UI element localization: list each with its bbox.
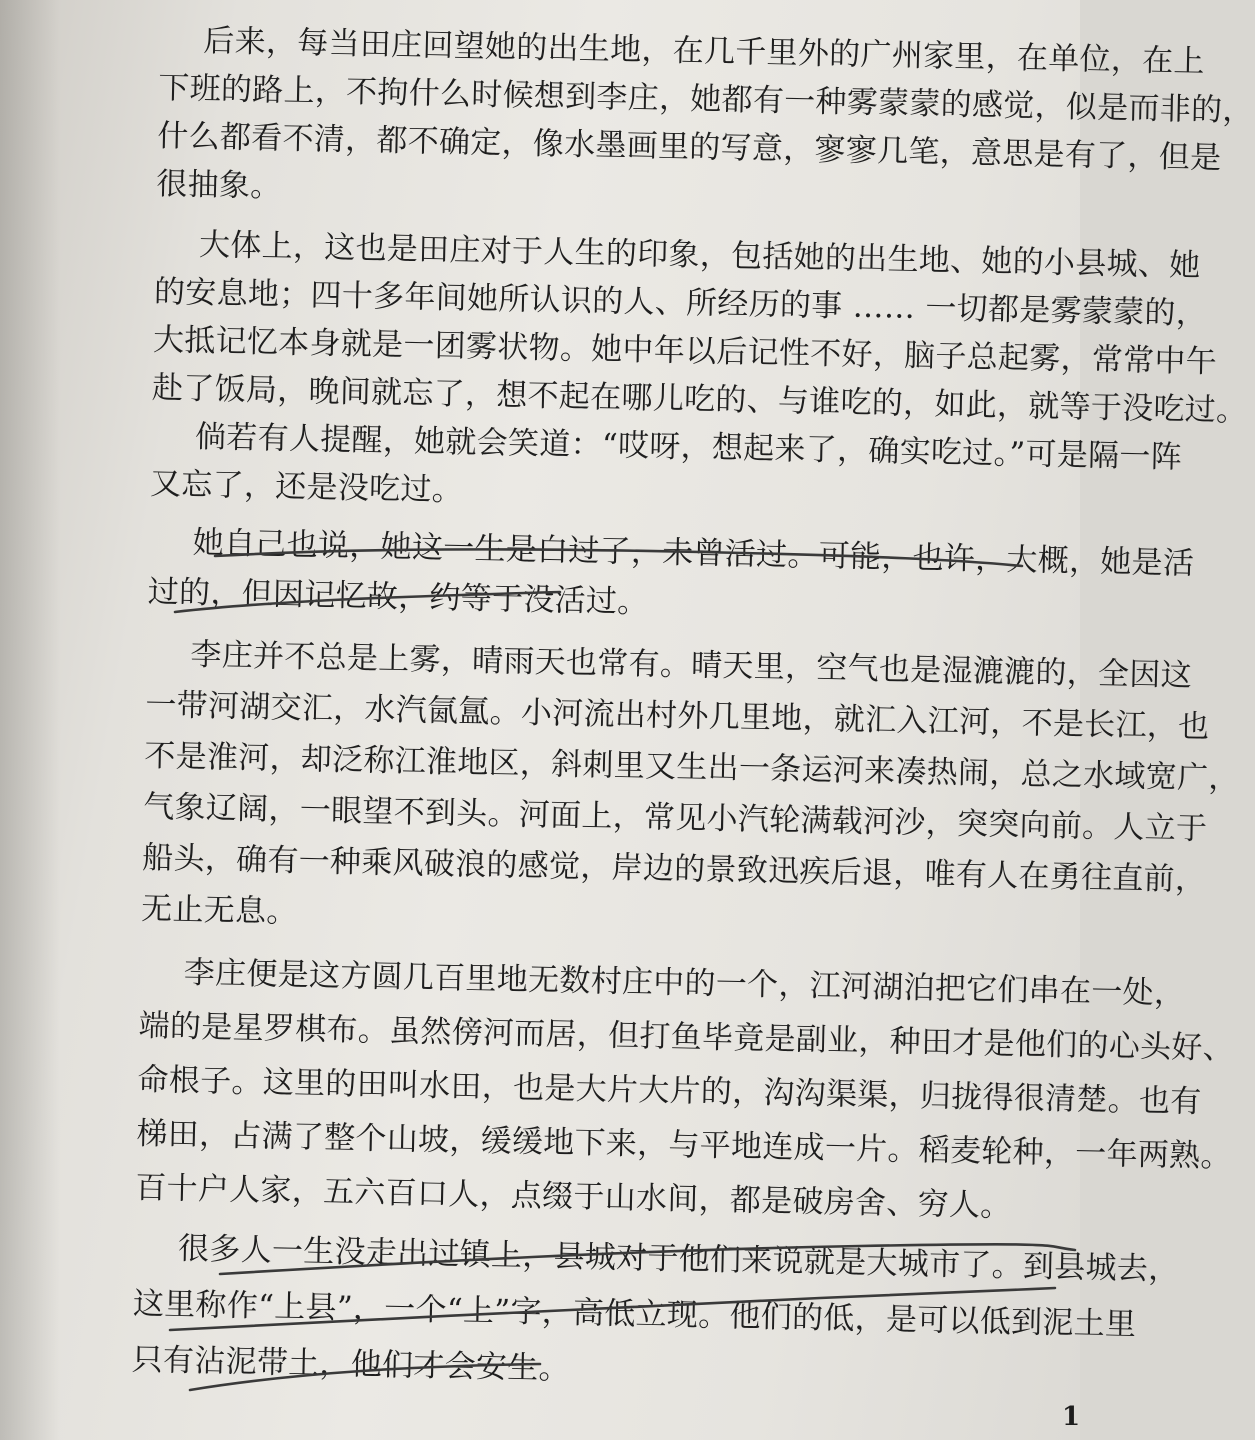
text-line: 不是淮河，却泛称江淮地区，斜刺里又生出一条运河来凑热闹，总之水域宽广， [143, 737, 1241, 797]
text-line: 气象辽阔，一眼望不到头。河面上，常见小汽轮满载河沙，突突向前。人立于 [142, 788, 1208, 848]
text-line: 船头，确有一种乘风破浪的感觉，岸边的景致迅疾后退，唯有人在勇往直前， [141, 839, 1207, 899]
page-gutter-shadow [0, 0, 60, 1440]
text-line: 命根子。这里的田叫水田，也是大片大片的，沟沟渠渠，归拢得很清楚。也有 [137, 1061, 1202, 1121]
text-line: 后来，每当田庄回望她的出生地，在几千里外的广州家里，在单位，在上 [202, 22, 1206, 80]
text-line: 无止无息。 [140, 890, 299, 931]
text-line: 又忘了，还是没吃过。 [149, 465, 464, 509]
text-line: 梯田，占满了整个山坡，缓缓地下来，与平地连成一片。稻麦轮种，一年两熟。 [136, 1115, 1233, 1175]
text-line: 李庄便是这方圆几百里地无数村庄中的一个，江河湖泊把它们串在一处， [183, 954, 1186, 1012]
text-line: 百十户人家，五六百口人，点缀于山水间，都是破房舍、穷人。 [134, 1169, 1012, 1225]
underlined-line: 很多人一生没走出过镇上，县城对于他们来说就是大城市了。到县城去， [177, 1230, 1180, 1288]
underlined-line: 她自己也说，她这一生是白过了，未曾活过。可能，也许，大概，她是活 [192, 524, 1195, 582]
text-line: 下班的路上，不拘什么时候想到李庄，她都有一种雾蒙蒙的感觉，似是而非的， [157, 69, 1255, 129]
text-line: 倘若有人提醒，她就会笑道：“哎呀，想起来了，确实吃过。”可是隔一阵 [194, 418, 1183, 476]
text-line: 的安息地；四十多年间她所认识的人、所经历的事 …… 一切都是雾蒙蒙的， [153, 273, 1208, 332]
text-line: 很抽象。 [155, 165, 282, 205]
text-line: 端的是星罗棋布。虽然傍河而居，但打鱼毕竟是副业，种田才是他们的心头好、 [138, 1007, 1235, 1067]
underlined-line: 这里称作“上县”，一个“上”字，高低立现。他们的低，是可以低到泥土里 [132, 1285, 1137, 1343]
page-text [131, 10, 1255, 1387]
page-number: 1 [1062, 1402, 1081, 1432]
text-line: 大抵记忆本身就是一团雾状物。她中年以后记性不好，脑子总起雾，常常中午 [152, 321, 1218, 381]
text-line: 李庄并不总是上雾，晴雨天也常有。晴天里，空气也是湿漉漉的，全因这 [190, 636, 1193, 694]
text-line: 赴了饭局，晚间就忘了，想不起在哪儿吃的、与谁吃的，如此，就等于没吃过。 [151, 369, 1248, 429]
text-line: 什么都看不清，都不确定，像水墨画里的写意，寥寥几笔，意思是有了，但是 [156, 117, 1222, 177]
underlined-line: 过的，但因记忆故，约等于没活过。 [147, 573, 649, 621]
underlined-line: 只有沾泥带土，他们才会安生。 [131, 1341, 571, 1387]
text-line: 大体上，这也是田庄对于人生的印象，包括她的出生地、她的小县城、她 [198, 226, 1201, 284]
text-line: 一带河湖交汇，水汽氤氲。小河流出村外几里地，就汇入江河，不是长江，也 [145, 686, 1210, 746]
